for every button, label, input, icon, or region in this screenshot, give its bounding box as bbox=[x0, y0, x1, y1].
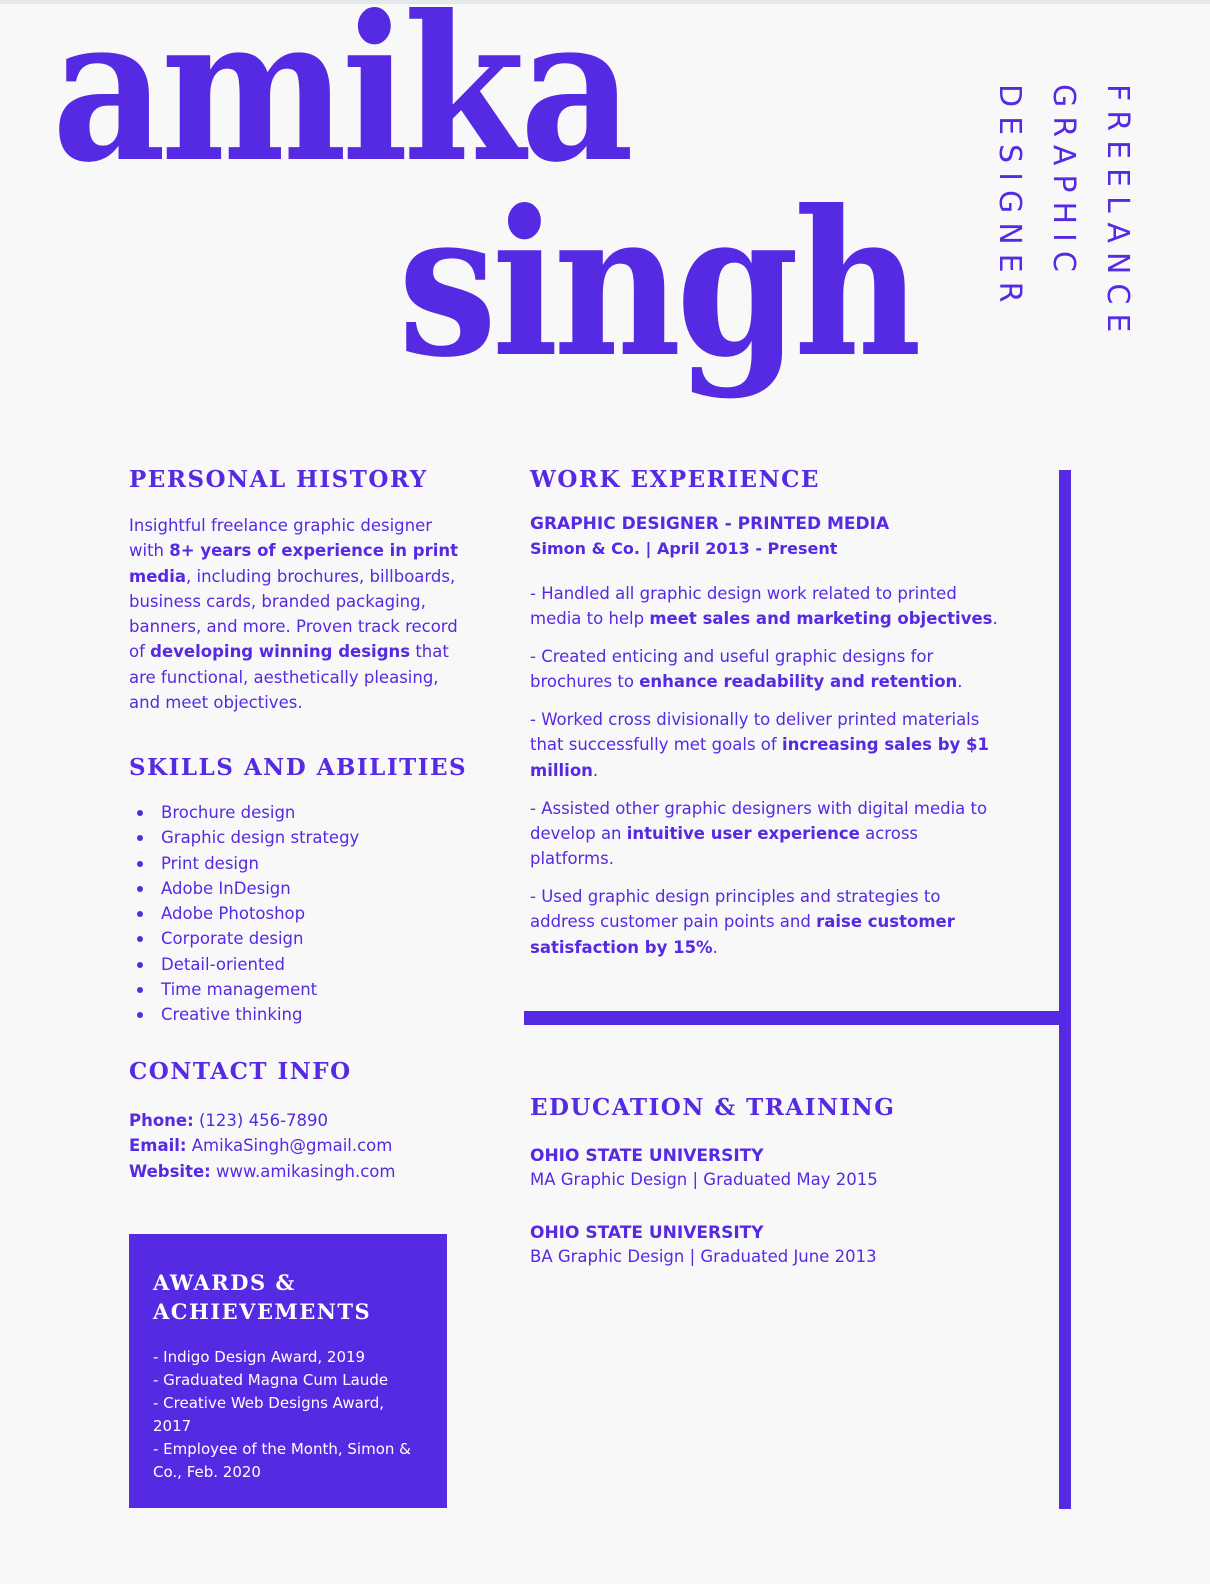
work-bullet bbox=[530, 707, 1000, 783]
skill-item: Brochure design bbox=[135, 800, 359, 825]
awards-heading bbox=[153, 1268, 371, 1326]
text-run: Insightful freelance graphic designer with bbox=[129, 516, 433, 561]
degree-info: MA Graphic Design | Graduated May 2015 bbox=[530, 1170, 878, 1189]
text-run: across platforms. bbox=[530, 823, 919, 869]
work-bullets bbox=[530, 581, 1000, 972]
text-run: , including brochures, billboards, business cards, branded packaging, banners, and more. Proven track record of bbox=[129, 566, 458, 662]
job-title-line-3: DESIGNER bbox=[992, 84, 1027, 312]
text-run: - Handled all graphic design work related to printed media to help bbox=[530, 584, 957, 629]
award-item: - Employee of the Month, Simon & Co., Feb. 2020 bbox=[153, 1440, 411, 1481]
skill-item: Detail-oriented bbox=[135, 952, 359, 977]
website-label: Website: bbox=[129, 1161, 211, 1181]
phone-label: Phone: bbox=[129, 1111, 194, 1130]
vertical-divider bbox=[1059, 470, 1071, 1509]
skill-item: Creative thinking bbox=[135, 1002, 359, 1027]
text-run: - Worked cross divisionally to deliver printed materials that successfully met goals of bbox=[530, 710, 980, 755]
text-run: that are functional, aesthetically pleasing, and meet objectives. bbox=[129, 642, 449, 713]
skill-item: Adobe Photoshop bbox=[135, 901, 359, 926]
awards-box bbox=[129, 1234, 447, 1508]
job-company-dates: Simon & Co. | April 2013 - Present bbox=[530, 539, 838, 558]
work-bullet bbox=[530, 796, 1000, 872]
text-run-bold: 8+ years of experience in print media bbox=[129, 541, 459, 586]
awards-list bbox=[153, 1346, 413, 1484]
personal-history-heading: PERSONAL HISTORY bbox=[129, 466, 428, 493]
work-bullet bbox=[530, 884, 1000, 960]
text-run-bold: enhance readability and retention bbox=[639, 672, 958, 692]
job-title-line-2: GRAPHIC bbox=[1046, 84, 1081, 281]
contact-website bbox=[129, 1159, 395, 1184]
skills-list bbox=[135, 800, 359, 1028]
text-run: - Assisted other graphic designers with digital media to develop an bbox=[530, 798, 988, 843]
degree-info: BA Graphic Design | Graduated June 2013 bbox=[530, 1247, 877, 1266]
skills-heading: SKILLS AND ABILITIES bbox=[129, 754, 468, 781]
phone-value: (123) 456-7890 bbox=[198, 1111, 329, 1130]
text-run: . bbox=[592, 760, 599, 780]
work-bullet bbox=[530, 644, 1000, 695]
name-last: singh bbox=[398, 167, 917, 402]
contact-phone bbox=[129, 1108, 395, 1133]
education-heading: EDUCATION & TRAINING bbox=[530, 1094, 896, 1121]
text-run: . bbox=[957, 672, 963, 692]
email-value[interactable]: AmikaSingh@gmail.com bbox=[191, 1136, 393, 1156]
education-entry bbox=[530, 1144, 878, 1192]
contact-email bbox=[129, 1133, 395, 1158]
website-value[interactable]: www.amikasingh.com bbox=[216, 1161, 396, 1181]
text-run-bold: developing winning designs bbox=[150, 642, 411, 662]
text-run: . bbox=[992, 609, 998, 629]
education-entry bbox=[530, 1221, 877, 1269]
skill-item: Time management bbox=[135, 977, 359, 1002]
work-experience-heading: WORK EXPERIENCE bbox=[530, 466, 820, 493]
job-title: GRAPHIC DESIGNER - PRINTED MEDIA bbox=[530, 514, 890, 534]
text-run-bold: raise customer satisfaction by 15% bbox=[530, 912, 955, 957]
text-run-bold: intuitive user experience bbox=[626, 823, 860, 843]
skill-item: Graphic design strategy bbox=[135, 825, 359, 850]
skill-item: Print design bbox=[135, 851, 359, 876]
text-run-bold: increasing sales by $1 million bbox=[530, 735, 990, 780]
text-run: . bbox=[712, 937, 718, 957]
award-item: - Graduated Magna Cum Laude bbox=[153, 1371, 389, 1389]
work-bullet bbox=[530, 581, 1000, 632]
skill-item: Adobe InDesign bbox=[135, 876, 359, 901]
contact-info bbox=[129, 1108, 395, 1184]
skill-item: Corporate design bbox=[135, 926, 359, 951]
school-name: OHIO STATE UNIVERSITY bbox=[530, 1223, 764, 1243]
text-run: - Used graphic design principles and strategies to address customer pain points and bbox=[530, 886, 941, 932]
awards-heading-line-1: AWARDS & bbox=[153, 1270, 296, 1295]
text-run-bold: meet sales and marketing objectives bbox=[649, 609, 993, 629]
text-run: - Created enticing and useful graphic designs for brochures to bbox=[530, 647, 934, 692]
award-item: - Indigo Design Award, 2019 bbox=[153, 1348, 366, 1366]
award-item: - Creative Web Designs Award, 2017 bbox=[153, 1394, 384, 1435]
contact-heading: CONTACT INFO bbox=[129, 1058, 352, 1085]
name-first: amika bbox=[52, 0, 629, 207]
awards-heading-line-2: ACHIEVEMENTS bbox=[153, 1299, 372, 1324]
personal-history-text bbox=[129, 513, 459, 715]
school-name: OHIO STATE UNIVERSITY bbox=[530, 1146, 764, 1166]
horizontal-divider bbox=[524, 1011, 1060, 1025]
email-label: Email: bbox=[129, 1136, 187, 1156]
job-title-line-1: FREELANCE bbox=[1100, 84, 1135, 342]
